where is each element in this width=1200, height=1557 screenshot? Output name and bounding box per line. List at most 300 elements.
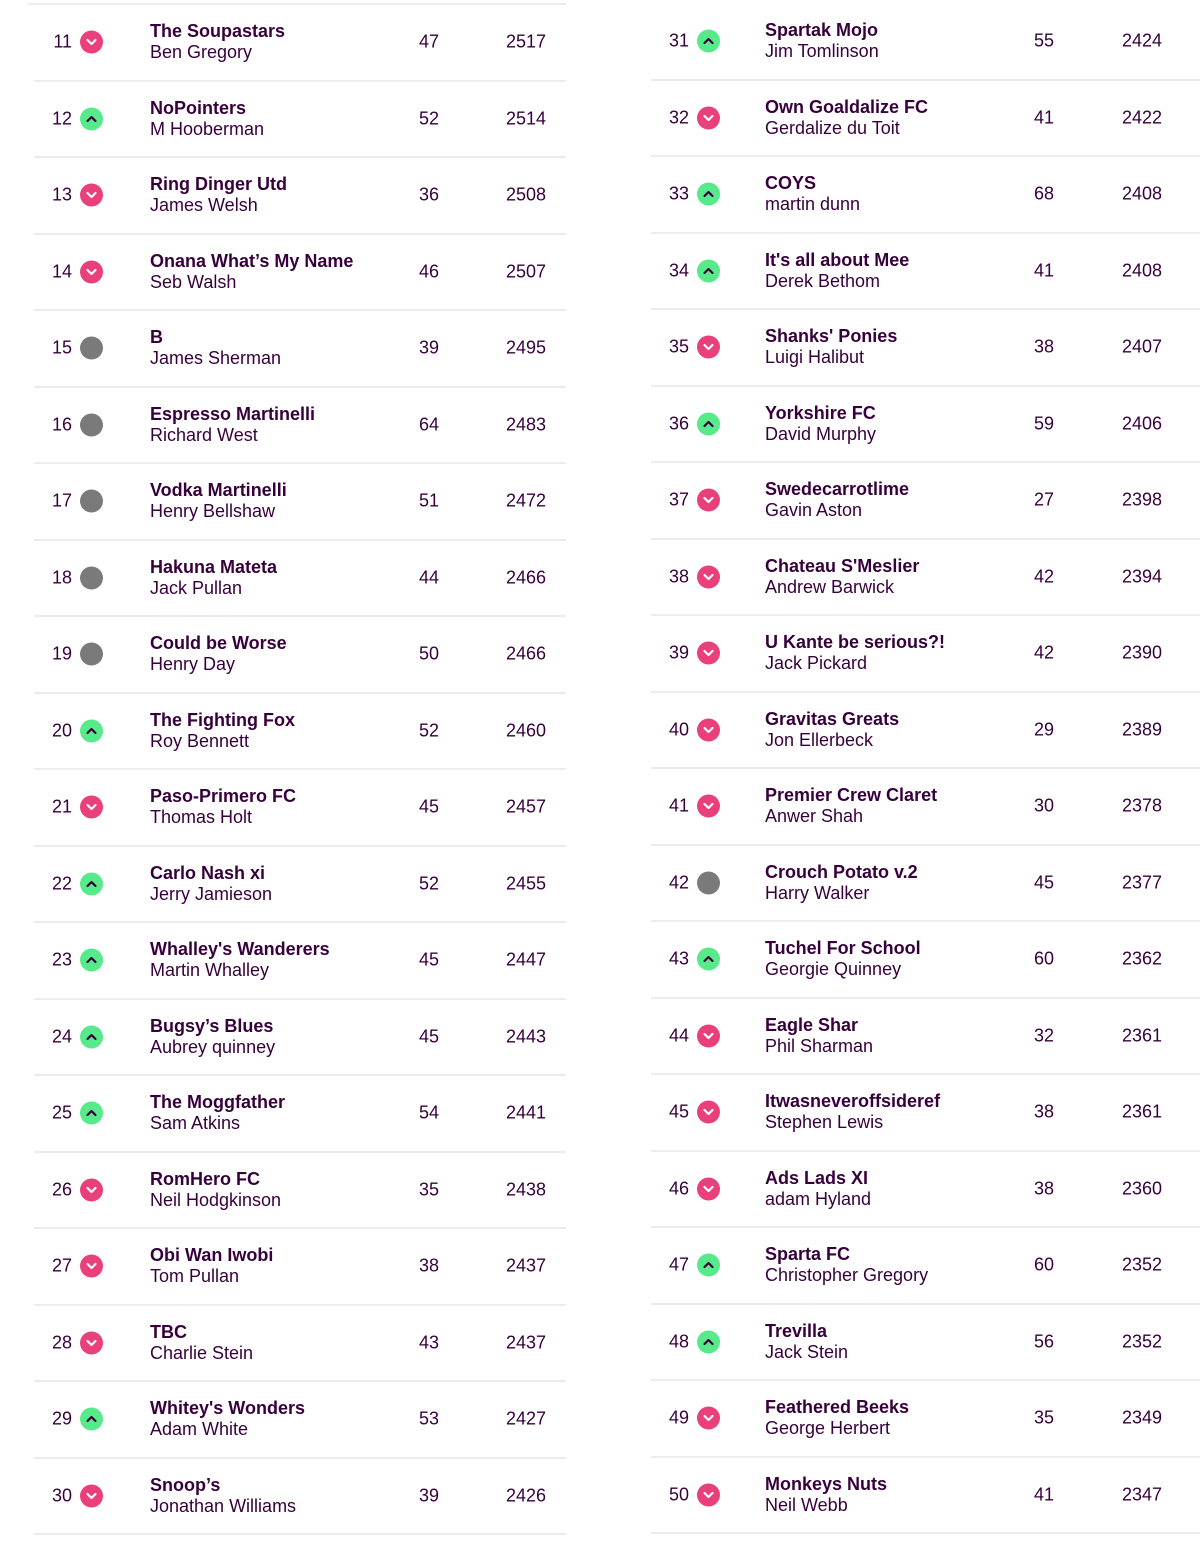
gameweek-points: 56: [1033, 1331, 1055, 1352]
gameweek-points: 39: [418, 337, 440, 358]
team-entry[interactable]: [150, 1245, 273, 1287]
team-name[interactable]: Own Goaldalize FC: [765, 96, 929, 117]
table-row[interactable]: [34, 311, 566, 388]
manager-name: Roy Bennett: [150, 730, 250, 751]
gameweek-points: 35: [418, 1179, 440, 1200]
manager-name: George Herbert: [765, 1418, 891, 1439]
team-name[interactable]: Spartak Mojo: [765, 20, 879, 41]
team-entry[interactable]: [765, 1168, 871, 1210]
manager-name: Seb Walsh: [150, 271, 237, 292]
manager-name: Stephen Lewis: [765, 1112, 884, 1133]
gameweek-points: 59: [1033, 413, 1055, 434]
team-name[interactable]: Carlo Nash xi: [150, 862, 266, 883]
table-row[interactable]: [34, 5, 566, 82]
rank-same-icon: [80, 566, 103, 589]
manager-name: adam Hyland: [765, 1188, 872, 1209]
rank-up-icon: [80, 1408, 103, 1431]
rank-down-icon: [697, 718, 720, 741]
team-name[interactable]: The Soupastars: [150, 21, 286, 42]
gameweek-points: 53: [418, 1408, 440, 1429]
table-row[interactable]: [34, 847, 566, 924]
gameweek-points: 45: [418, 796, 440, 817]
team-entry[interactable]: [765, 403, 876, 445]
team-name[interactable]: TBC: [150, 1321, 187, 1342]
rank-down-icon: [697, 1024, 720, 1047]
manager-name: Jerry Jamieson: [150, 883, 273, 904]
rank: 33: [668, 183, 689, 204]
gameweek-points: 45: [418, 1026, 440, 1047]
rank-down-icon: [697, 565, 720, 588]
gameweek-points: 51: [418, 490, 440, 511]
rank-up-icon: [80, 719, 103, 742]
total-points: 2427: [505, 1408, 546, 1429]
team-entry[interactable]: [150, 1016, 275, 1058]
rank: 13: [51, 184, 72, 205]
manager-name: Charlie Stein: [150, 1342, 254, 1363]
gameweek-points: 29: [1033, 719, 1055, 740]
rank-up-icon: [697, 259, 720, 282]
manager-name: Henry Bellshaw: [150, 501, 276, 522]
rank-down-icon: [697, 1483, 720, 1506]
team-name[interactable]: Gravitas Greats: [765, 708, 900, 729]
rank: 40: [668, 719, 689, 740]
gameweek-points: 27: [1033, 489, 1055, 510]
team-entry[interactable]: [765, 479, 909, 521]
rank-up-icon: [697, 183, 720, 206]
team-entry[interactable]: [765, 556, 919, 598]
table-row[interactable]: [651, 693, 1200, 770]
rank: 27: [51, 1255, 72, 1276]
team-name[interactable]: Trevilla: [765, 1320, 828, 1341]
rank: 32: [668, 107, 689, 128]
team-name[interactable]: U Kante be serious?!: [765, 632, 946, 653]
team-entry[interactable]: [150, 1475, 296, 1517]
team-name[interactable]: B: [150, 327, 163, 348]
total-points: 2406: [1121, 413, 1162, 434]
manager-name: martin dunn: [765, 194, 861, 215]
team-entry[interactable]: [150, 1398, 305, 1440]
rank-up-icon: [80, 872, 103, 895]
total-points: 2514: [505, 108, 546, 129]
total-points: 2422: [1121, 107, 1162, 128]
team-entry[interactable]: [765, 785, 937, 827]
gameweek-points: 39: [418, 1485, 440, 1506]
team-name[interactable]: Tuchel For School: [765, 938, 921, 959]
total-points: 2361: [1121, 1101, 1162, 1122]
team-entry[interactable]: [765, 1015, 873, 1057]
table-row[interactable]: [34, 1382, 566, 1459]
team-name[interactable]: Onana What’s My Name: [150, 250, 354, 271]
rank: 14: [51, 261, 72, 282]
manager-name: Phil Sharman: [765, 1035, 874, 1056]
total-points: 2377: [1121, 872, 1162, 893]
team-name[interactable]: Premier Crew Claret: [765, 785, 938, 806]
team-name[interactable]: It's all about Mee: [765, 249, 910, 270]
gameweek-points: 52: [418, 720, 440, 741]
table-row[interactable]: [34, 464, 566, 541]
table-row[interactable]: [34, 1076, 566, 1153]
gameweek-points: 38: [1033, 1178, 1055, 1199]
rank: 49: [668, 1407, 689, 1428]
rank: 17: [51, 490, 72, 511]
table-row[interactable]: [651, 1228, 1200, 1305]
rank: 50: [668, 1484, 689, 1505]
table-row[interactable]: [34, 158, 566, 235]
total-points: 2441: [505, 1102, 546, 1123]
total-points: 2508: [505, 184, 546, 205]
manager-name: Gavin Aston: [765, 500, 863, 521]
manager-name: Jonathan Williams: [150, 1495, 297, 1516]
rank: 43: [668, 948, 689, 969]
table-row[interactable]: [651, 1075, 1200, 1152]
table-row[interactable]: [651, 1458, 1200, 1535]
total-points: 2352: [1121, 1254, 1162, 1275]
manager-name: Jack Pickard: [765, 653, 868, 674]
rank: 23: [51, 949, 72, 970]
total-points: 2426: [505, 1485, 546, 1506]
gameweek-points: 41: [1033, 260, 1055, 281]
gameweek-points: 44: [418, 567, 440, 588]
rank: 44: [668, 1025, 689, 1046]
team-name[interactable]: Eagle Shar: [765, 1014, 859, 1035]
gameweek-points: 52: [418, 108, 440, 129]
team-name[interactable]: Bugsy’s Blues: [150, 1015, 274, 1036]
table-row[interactable]: [651, 1381, 1200, 1458]
rank-up-icon: [80, 1102, 103, 1125]
manager-name: Neil Hodgkinson: [150, 1189, 282, 1210]
rank: 46: [668, 1178, 689, 1199]
team-name[interactable]: Ring Dinger Utd: [150, 174, 287, 195]
team-entry[interactable]: [765, 1397, 909, 1439]
gameweek-points: 60: [1033, 1254, 1055, 1275]
team-name[interactable]: Monkeys Nuts: [765, 1473, 888, 1494]
table-row[interactable]: [651, 769, 1200, 846]
gameweek-points: 32: [1033, 1025, 1055, 1046]
team-entry[interactable]: [150, 404, 315, 446]
manager-name: Anwer Shah: [765, 806, 864, 827]
rank-down-icon: [697, 489, 720, 512]
manager-name: Jack Pullan: [150, 577, 243, 598]
rank-down-icon: [80, 260, 103, 283]
team-entry[interactable]: [765, 250, 909, 292]
team-entry[interactable]: [150, 21, 285, 63]
table-row[interactable]: [34, 388, 566, 465]
rank: 48: [668, 1331, 689, 1352]
rank-up-icon: [697, 1330, 720, 1353]
rank: 11: [53, 31, 72, 52]
team-name[interactable]: Sparta FC: [765, 1244, 851, 1265]
team-entry[interactable]: [765, 632, 945, 674]
manager-name: Aubrey quinney: [150, 1036, 276, 1057]
total-points: 2483: [505, 414, 546, 435]
gameweek-points: 41: [1033, 107, 1055, 128]
team-name[interactable]: Ads Lads XI: [765, 1167, 869, 1188]
total-points: 2390: [1121, 642, 1162, 663]
team-name[interactable]: Paso-Primero FC: [150, 786, 297, 807]
gameweek-points: 35: [1033, 1407, 1055, 1428]
team-entry[interactable]: [150, 1322, 253, 1364]
rank-up-icon: [697, 948, 720, 971]
rank-down-icon: [80, 31, 103, 54]
total-points: 2362: [1121, 948, 1162, 969]
team-name[interactable]: COYS: [765, 173, 817, 194]
rank: 28: [51, 1332, 72, 1353]
team-entry[interactable]: [150, 98, 264, 140]
manager-name: Henry Day: [150, 654, 236, 675]
team-entry[interactable]: [150, 633, 287, 675]
manager-name: Luigi Halibut: [765, 347, 865, 368]
gameweek-points: 36: [418, 184, 440, 205]
team-name[interactable]: Whitey's Wonders: [150, 1398, 305, 1419]
table-row[interactable]: [651, 999, 1200, 1076]
team-name[interactable]: Could be Worse: [150, 633, 287, 654]
gameweek-points: 68: [1033, 183, 1055, 204]
rank-same-icon: [80, 413, 103, 436]
rank-down-icon: [697, 1407, 720, 1430]
table-row[interactable]: [34, 235, 566, 312]
total-points: 2378: [1121, 795, 1162, 816]
manager-name: Sam Atkins: [150, 1113, 241, 1134]
gameweek-points: 50: [418, 643, 440, 664]
rank: 31: [668, 30, 689, 51]
gameweek-points: 55: [1033, 30, 1055, 51]
team-entry[interactable]: [150, 786, 296, 828]
team-name[interactable]: Swedecarrotlime: [765, 479, 910, 500]
table-row[interactable]: [651, 310, 1200, 387]
team-entry[interactable]: [765, 1474, 887, 1516]
table-row[interactable]: [34, 694, 566, 771]
team-name[interactable]: Itwasneveroffsideref: [765, 1091, 941, 1112]
team-name[interactable]: The Fighting Fox: [150, 709, 295, 730]
rank: 34: [668, 260, 689, 281]
gameweek-points: 54: [418, 1102, 440, 1123]
rank: 38: [668, 566, 689, 587]
table-row[interactable]: [34, 82, 566, 159]
table-row[interactable]: [34, 541, 566, 618]
rank: 39: [668, 642, 689, 663]
total-points: 2360: [1121, 1178, 1162, 1199]
gameweek-points: 52: [418, 873, 440, 894]
rank: 45: [668, 1101, 689, 1122]
team-name[interactable]: Whalley's Wanderers: [150, 939, 330, 960]
table-row[interactable]: [651, 1305, 1200, 1382]
team-entry[interactable]: [150, 1092, 285, 1134]
manager-name: James Sherman: [150, 348, 282, 369]
total-points: 2507: [505, 261, 546, 282]
standings-rows-right: [651, 4, 1200, 1534]
standings-rows-left: [34, 5, 566, 1535]
team-name[interactable]: RomHero FC: [150, 1168, 261, 1189]
total-points: 2447: [505, 949, 546, 970]
team-entry[interactable]: [150, 327, 281, 369]
manager-name: David Murphy: [765, 423, 877, 444]
rank-down-icon: [697, 1177, 720, 1200]
team-name[interactable]: Chateau S'Meslier: [765, 555, 920, 576]
team-entry[interactable]: [150, 939, 330, 981]
table-row[interactable]: [34, 1459, 566, 1536]
rank-down-icon: [80, 1178, 103, 1201]
total-points: 2394: [1121, 566, 1162, 587]
rank: 19: [51, 643, 72, 664]
table-row[interactable]: [651, 1152, 1200, 1229]
rank-down-icon: [80, 1331, 103, 1354]
gameweek-points: 38: [1033, 336, 1055, 357]
rank-down-icon: [697, 1101, 720, 1124]
total-points: 2457: [505, 796, 546, 817]
total-points: 2438: [505, 1179, 546, 1200]
team-name[interactable]: Feathered Beeks: [765, 1397, 910, 1418]
rank-up-icon: [80, 107, 103, 130]
team-entry[interactable]: [150, 710, 295, 752]
table-row[interactable]: [651, 234, 1200, 311]
total-points: 2437: [505, 1332, 546, 1353]
table-row[interactable]: [34, 1229, 566, 1306]
team-name[interactable]: NoPointers: [150, 97, 247, 118]
rank: 29: [51, 1408, 72, 1429]
team-entry[interactable]: [765, 1244, 928, 1286]
rank: 41: [668, 795, 689, 816]
gameweek-points: 45: [1033, 872, 1055, 893]
total-points: 2398: [1121, 489, 1162, 510]
team-entry[interactable]: [150, 174, 287, 216]
gameweek-points: 38: [1033, 1101, 1055, 1122]
manager-name: Gerdalize du Toit: [765, 117, 900, 138]
team-entry[interactable]: [765, 938, 921, 980]
team-name[interactable]: Vodka Martinelli: [150, 480, 287, 501]
rank-down-icon: [80, 1255, 103, 1278]
table-row[interactable]: [34, 1306, 566, 1383]
gameweek-points: 47: [418, 31, 440, 52]
rank-down-icon: [80, 1484, 103, 1507]
gameweek-points: 30: [1033, 795, 1055, 816]
team-entry[interactable]: [765, 97, 928, 139]
manager-name: Christopher Gregory: [765, 1265, 929, 1286]
team-entry[interactable]: [765, 1321, 848, 1363]
rank: 26: [51, 1179, 72, 1200]
rank: 20: [51, 720, 72, 741]
manager-name: Jon Ellerbeck: [765, 729, 874, 750]
manager-name: Harry Walker: [765, 882, 870, 903]
gameweek-points: 41: [1033, 1484, 1055, 1505]
team-entry[interactable]: [765, 326, 897, 368]
total-points: 2495: [505, 337, 546, 358]
total-points: 2407: [1121, 336, 1162, 357]
table-row[interactable]: [651, 157, 1200, 234]
total-points: 2466: [505, 643, 546, 664]
rank: 18: [51, 567, 72, 588]
team-entry[interactable]: [765, 173, 860, 215]
table-row[interactable]: [651, 922, 1200, 999]
table-row[interactable]: [651, 616, 1200, 693]
team-name[interactable]: Espresso Martinelli: [150, 403, 316, 424]
table-row[interactable]: [34, 1000, 566, 1077]
manager-name: Jim Tomlinson: [765, 41, 879, 62]
total-points: 2437: [505, 1255, 546, 1276]
total-points: 2389: [1121, 719, 1162, 740]
total-points: 2408: [1121, 183, 1162, 204]
table-row[interactable]: [651, 4, 1200, 81]
rank-down-icon: [80, 796, 103, 819]
gameweek-points: 38: [418, 1255, 440, 1276]
total-points: 2349: [1121, 1407, 1162, 1428]
team-name[interactable]: Snoop’s: [150, 1474, 221, 1495]
team-entry[interactable]: [150, 557, 277, 599]
total-points: 2424: [1121, 30, 1162, 51]
rank: 21: [51, 796, 72, 817]
total-points: 2517: [505, 31, 546, 52]
table-row[interactable]: [651, 846, 1200, 923]
table-row[interactable]: [34, 617, 566, 694]
total-points: 2460: [505, 720, 546, 741]
manager-name: Thomas Holt: [150, 807, 253, 828]
team-entry[interactable]: [765, 709, 899, 751]
gameweek-points: 43: [418, 1332, 440, 1353]
rank: 15: [51, 337, 72, 358]
rank: 47: [668, 1254, 689, 1275]
team-entry[interactable]: [150, 1169, 281, 1211]
rank-down-icon: [697, 336, 720, 359]
team-name[interactable]: Shanks' Ponies: [765, 326, 898, 347]
total-points: 2455: [505, 873, 546, 894]
rank-up-icon: [697, 1254, 720, 1277]
team-name[interactable]: Hakuna Mateta: [150, 556, 278, 577]
team-entry[interactable]: [765, 20, 879, 62]
table-row[interactable]: [34, 770, 566, 847]
manager-name: Georgie Quinney: [765, 959, 902, 980]
table-row[interactable]: [651, 540, 1200, 617]
table-row[interactable]: [34, 1153, 566, 1230]
total-points: 2347: [1121, 1484, 1162, 1505]
table-row[interactable]: [651, 463, 1200, 540]
manager-name: Andrew Barwick: [765, 576, 895, 597]
manager-name: Ben Gregory: [150, 42, 253, 63]
table-row[interactable]: [651, 81, 1200, 158]
team-entry[interactable]: [765, 1091, 940, 1133]
team-name[interactable]: Crouch Potato v.2: [765, 861, 918, 882]
gameweek-points: 46: [418, 261, 440, 282]
table-row[interactable]: [34, 923, 566, 1000]
gameweek-points: 45: [418, 949, 440, 970]
team-entry[interactable]: [150, 251, 353, 293]
team-name[interactable]: Yorkshire FC: [765, 402, 876, 423]
rank: 42: [668, 872, 689, 893]
rank-down-icon: [697, 795, 720, 818]
rank-same-icon: [80, 337, 103, 360]
rank-up-icon: [80, 949, 103, 972]
rank-down-icon: [697, 106, 720, 129]
team-entry[interactable]: [150, 863, 272, 905]
rank: 22: [51, 873, 72, 894]
manager-name: Jack Stein: [765, 1341, 849, 1362]
rank-same-icon: [697, 871, 720, 894]
rank-up-icon: [80, 1025, 103, 1048]
team-entry[interactable]: [765, 862, 918, 904]
rank: 37: [668, 489, 689, 510]
team-entry[interactable]: [150, 480, 287, 522]
rank-same-icon: [80, 490, 103, 513]
rank: 30: [51, 1485, 72, 1506]
team-name[interactable]: The Moggfather: [150, 1092, 285, 1113]
total-points: 2361: [1121, 1025, 1162, 1046]
manager-name: Neil Webb: [765, 1494, 848, 1515]
rank: 16: [51, 414, 72, 435]
total-points: 2466: [505, 567, 546, 588]
manager-name: Derek Bethom: [765, 270, 881, 291]
table-row[interactable]: [651, 387, 1200, 464]
team-name[interactable]: Obi Wan Iwobi: [150, 1245, 274, 1266]
rank: 36: [668, 413, 689, 434]
total-points: 2408: [1121, 260, 1162, 281]
